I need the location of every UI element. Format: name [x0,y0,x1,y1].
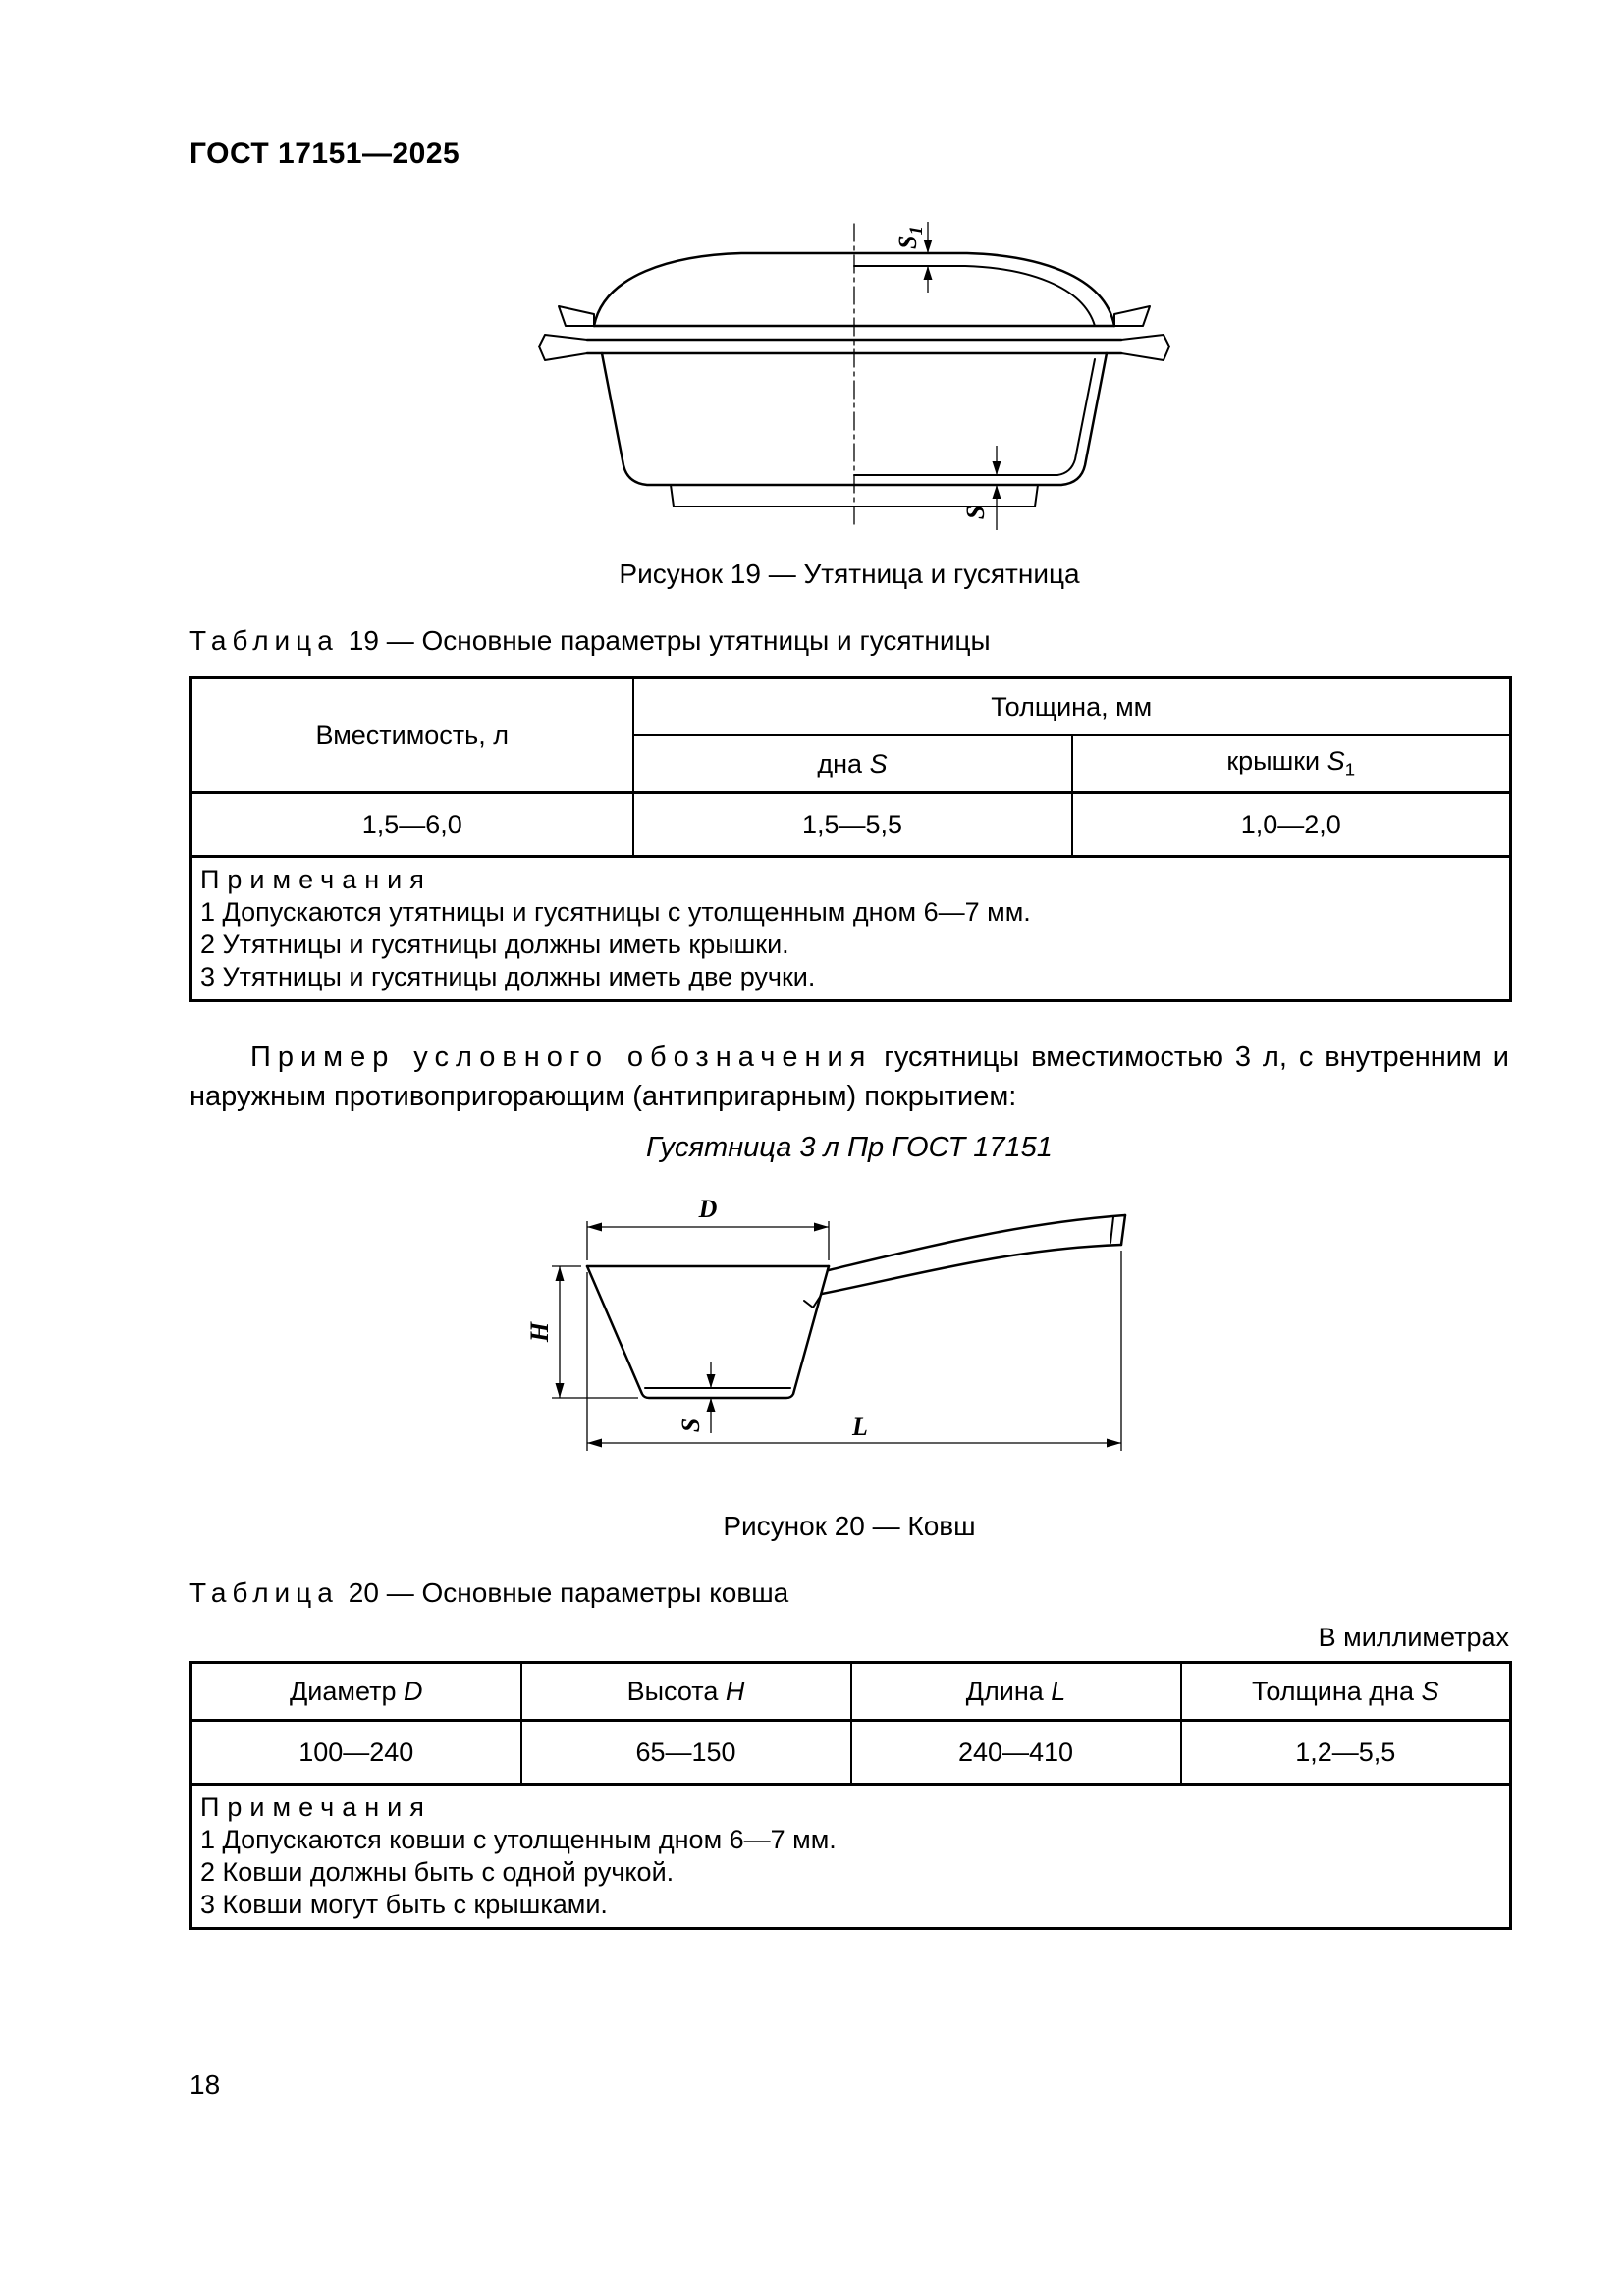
handle-left [539,335,587,360]
example-19-paragraph [189,1038,1509,1116]
note-item: 2 Утятницы и гусятницы должны иметь крышки. [200,930,789,959]
table-20-cell-height: 65—150 [521,1721,851,1785]
table-20-title-word: Таблица [189,1577,339,1608]
lid-tab-right [1114,306,1150,326]
dimension-arrowheads [556,1223,1122,1448]
notes-title: Примечания [200,865,432,894]
note-item: 1 Допускаются ковши с утолщенным дном 6—7 мм. [200,1825,837,1854]
table-19-title [189,625,1509,657]
table-20 [189,1661,1512,1930]
header-height-symbol: H [725,1676,745,1706]
note-item: 2 Ковши должны быть с одной ручкой. [200,1857,675,1887]
note-item: 3 Ковши могут быть с крышками. [200,1890,608,1919]
dimension-arrowheads [924,240,1001,499]
handle-lower-edge [822,1245,1121,1294]
header-length-label: Длина [965,1676,1052,1706]
figure-20 [189,1190,1509,1489]
header-bottom-symbol: S [869,748,888,778]
header-lid-symbol: S [1326,745,1345,775]
header-height-label: Высота [626,1676,726,1706]
ladle-outline [587,1215,1125,1398]
example-19-text: гусятницы вместимостью 3 л, с внутренним и наружным противопригорающим (антипригарным) покрытием: [189,1041,1509,1112]
table-20-header-diameter [191,1663,521,1721]
doc-number: ГОСТ 17151—2025 [189,137,460,170]
table-20-cell-length: 240—410 [851,1721,1181,1785]
body-inner-section [854,359,1095,475]
table-19-notes [191,857,1511,1001]
note-item: 1 Допускаются утятницы и гусятницы с утолщенным дном 6—7 мм. [200,897,1031,927]
table-19-title-text: 19 — Основные параметры утятницы и гусятницы [348,625,991,656]
handle-right [1121,335,1169,360]
header-lid-label: крышки [1226,745,1327,775]
dimension-s-label: S [677,1417,705,1433]
figure-20-drawing [524,1190,1174,1484]
dimension-d-label: D [698,1195,718,1223]
table-row [191,1721,1511,1785]
table-20-notes [191,1785,1511,1929]
table-19-title-word: Таблица [189,625,339,656]
note-item: 3 Утятницы и гусятницы должны иметь две ручки. [200,962,816,991]
pot-outline [539,224,1169,526]
figure-19-drawing [515,218,1183,532]
table-19-header-lid [1072,735,1511,793]
table-row [191,793,1511,857]
handle-end-inner [1110,1217,1113,1243]
units-note: В миллиметрах [1318,1623,1509,1652]
table-19-header-thickness-group: Толщина, мм [633,678,1511,736]
lid-inner-section [854,266,1095,326]
example-19-spaced: Пример условного обозначения [250,1041,873,1073]
header-bottom-label: дна [817,748,870,778]
handle-end-cap [1121,1215,1125,1245]
header-lid-subscript: 1 [1344,760,1356,781]
header-thickness-label: Толщина дна [1252,1676,1422,1706]
table-19-header-capacity: Вместимость, л [191,678,633,793]
header-diameter-label: Диаметр [290,1676,404,1706]
table-19-header-bottom [633,735,1072,793]
notes-title: Примечания [200,1792,432,1822]
page-number: 18 [189,2069,221,2100]
table-20-cell-diameter: 100—240 [191,1721,521,1785]
figure-20-caption: Рисунок 20 — Ковш [723,1511,976,1541]
table-20-cell-thickness: 1,2—5,5 [1181,1721,1511,1785]
table-19-cell-capacity: 1,5—6,0 [191,793,633,857]
header-thickness-symbol: S [1421,1676,1439,1706]
dimension-h-label: H [525,1321,554,1343]
dimension-l-label: L [852,1413,868,1441]
table-20-title [189,1577,1509,1609]
table-20-header-height [521,1663,851,1721]
table-19-cell-bottom: 1,5—5,5 [633,793,1072,857]
figure-19-caption: Рисунок 19 — Утятница и гусятница [619,559,1080,589]
table-20-header-thickness [1181,1663,1511,1721]
dimension-s-label: S [961,505,990,520]
table-20-title-text: 20 — Основные параметры ковша [348,1577,789,1608]
lid-tab-left [559,306,594,326]
table-20-header-length [851,1663,1181,1721]
table-19 [189,676,1512,1002]
table-19-cell-lid: 1,0—2,0 [1072,793,1511,857]
designation-19: Гусятница 3 л Пр ГОСТ 17151 [646,1132,1053,1163]
dimension-s1-label: $S_1$ [893,226,927,249]
dimension-lines [552,1221,1121,1451]
figure-19 [189,218,1509,537]
header-length-symbol: L [1051,1676,1066,1706]
header-diameter-symbol: D [403,1676,423,1706]
